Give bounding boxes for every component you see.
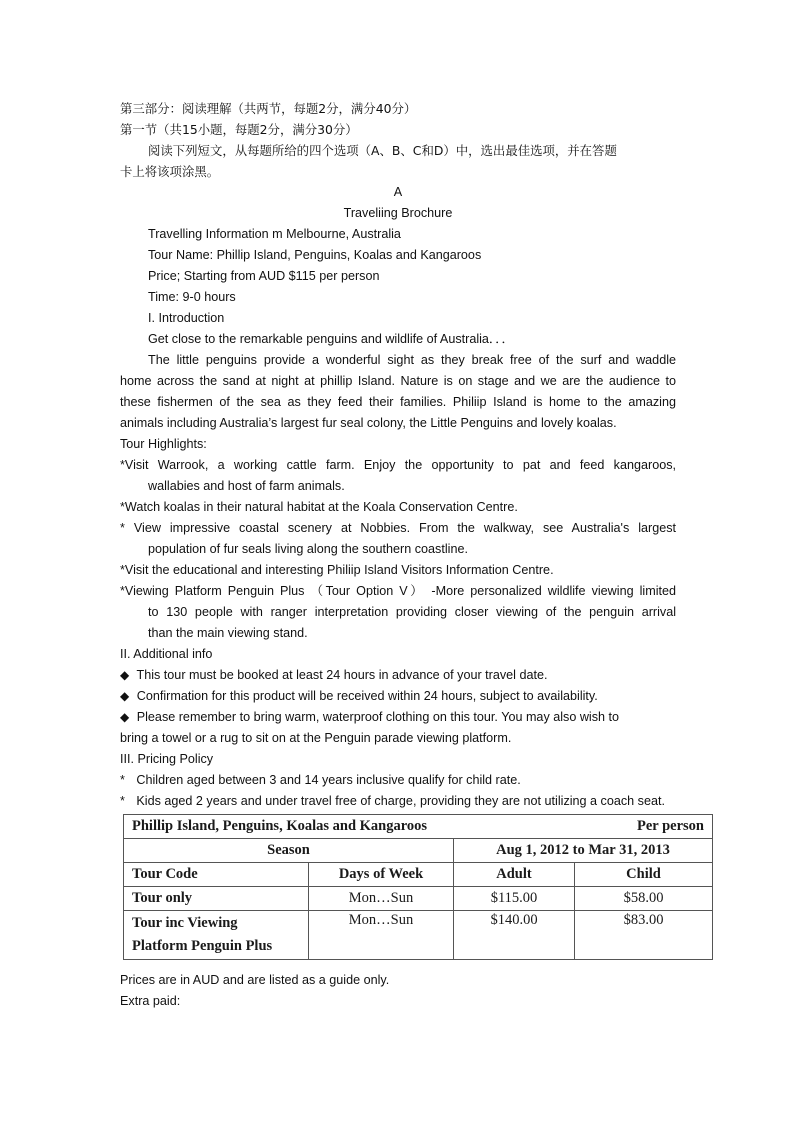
price-note: Prices are in AUD and are listed as a guide only. xyxy=(120,973,390,987)
highlight-item: *Visit the educational and interesting Philiip Island Visitors Information Centre. xyxy=(120,563,554,577)
highlight-item-cont: than the main viewing stand. xyxy=(148,626,308,640)
additional-item: ◆ Confirmation for this product will be received within 24 hours, subject to availability. xyxy=(120,689,598,703)
tour-code-cell xyxy=(124,911,309,960)
days-cell: Mon…Sun xyxy=(309,911,454,960)
diamond-bullet-icon: ◆ xyxy=(120,689,130,703)
days-cell: Mon…Sun xyxy=(309,887,454,911)
paragraph-line: animals including Australia’s largest fur seal colony, the Little Penguins and lovely koalas. xyxy=(120,416,617,430)
paragraph-line: The little penguins provide a wonderful sight as they break free of the surf and waddle xyxy=(148,353,676,367)
tour-code-line-1: Tour inc Viewing xyxy=(132,915,238,931)
instructions-line-2: 卡上将该项涂黑。 xyxy=(120,164,220,179)
instructions-line-1: 阅读下列短文，从每题所给的四个选项（A、B、C和D）中，选出最佳选项，并在答题 xyxy=(148,143,617,158)
highlight-item-cont: to 130 people with ranger interpretation providing closer viewing of the penguin arrival xyxy=(148,605,676,619)
per-person-label: Per person xyxy=(637,818,704,834)
highlight-item: *Visit Warrook, a working cattle farm. Enjoy the opportunity to pat and feed kangaroos, xyxy=(120,458,676,472)
column-header-tour-code: Tour Code xyxy=(124,863,309,887)
highlight-item-cont: population of fur seals living along the southern coastline. xyxy=(148,542,468,556)
column-header-days: Days of Week xyxy=(309,863,454,887)
pricing-heading: III. Pricing Policy xyxy=(120,752,214,766)
price-table xyxy=(123,814,713,960)
highlights-heading: Tour Highlights: xyxy=(120,437,207,451)
adult-price-cell: $115.00 xyxy=(454,887,575,911)
diamond-bullet-icon: ◆ xyxy=(120,710,130,724)
passage-title: Traveliing Brochure xyxy=(343,206,453,220)
info-tour-name: Tour Name: Phillip Island, Penguins, Koalas and Kangaroos xyxy=(148,248,482,262)
highlight-item: *Watch koalas in their natural habitat at the Koala Conservation Centre. xyxy=(120,500,518,514)
table-row xyxy=(124,887,713,911)
document-body xyxy=(120,98,676,812)
info-location: Travelling Information m Melbourne, Australia xyxy=(148,227,401,241)
additional-item: ◆ Please remember to bring warm, waterproof clothing on this tour. You may also wish to xyxy=(120,710,620,724)
diamond-bullet-icon: ◆ xyxy=(120,668,130,682)
part-title: 第三部分：阅读理解（共两节，每题2分，满分40分） xyxy=(120,101,417,116)
extra-paid-label: Extra paid: xyxy=(120,994,181,1008)
paragraph-line: these fishermen of the sea as they feed their families. Philiip Island is home to the amazing xyxy=(120,395,676,409)
child-price-cell: $83.00 xyxy=(575,911,713,960)
additional-item: ◆ This tour must be booked at least 24 hours in advance of your travel date. xyxy=(120,668,548,682)
paragraph-line: home across the sand at night at phillip Island. Nature is on stage and we are the audience to xyxy=(120,374,676,388)
pricing-item: * Kids aged 2 years and under travel free of charge, providing they are not utilizing a coach seat. xyxy=(120,794,665,808)
tour-code-cell: Tour only xyxy=(124,887,309,911)
intro-line: Get close to the remarkable penguins and wildlife of Australia．．． xyxy=(148,332,515,346)
season-value: Aug 1, 2012 to Mar 31, 2013 xyxy=(454,839,713,863)
price-table-title-row xyxy=(124,815,713,839)
highlight-item: * View impressive coastal scenery at Nobbies. From the walkway, see Australia's largest xyxy=(120,521,676,535)
column-header-adult: Adult xyxy=(454,863,575,887)
adult-price-cell: $140.00 xyxy=(454,911,575,960)
price-table-title: Phillip Island, Penguins, Koalas and Kangaroos xyxy=(132,818,428,834)
pricing-item: * Children aged between 3 and 14 years inclusive qualify for child rate. xyxy=(120,773,521,787)
highlight-item: *Viewing Platform Penguin Plus （Tour Option V） -More personalized wildlife viewing limited xyxy=(120,584,676,598)
passage-letter: A xyxy=(393,185,403,199)
asterisk-bullet-icon: * xyxy=(120,773,125,787)
season-label: Season xyxy=(124,839,454,863)
intro-heading: I. Introduction xyxy=(148,311,225,325)
section-title: 第一节（共15小题，每题2分，满分30分） xyxy=(120,122,358,137)
info-time: Time: 9-0 hours xyxy=(148,290,236,304)
child-price-cell: $58.00 xyxy=(575,887,713,911)
additional-heading: II. Additional info xyxy=(120,647,213,661)
asterisk-bullet-icon: * xyxy=(120,794,125,808)
info-price: Price; Starting from AUD $115 per person xyxy=(148,269,380,283)
table-footer xyxy=(120,970,676,1012)
column-header-child: Child xyxy=(575,863,713,887)
table-row xyxy=(124,911,713,960)
additional-item-cont: bring a towel or a rug to sit on at the Penguin parade viewing platform. xyxy=(120,731,512,745)
tour-code-line-2: Platform Penguin Plus xyxy=(132,938,273,954)
highlight-item-cont: wallabies and host of farm animals. xyxy=(148,479,345,493)
